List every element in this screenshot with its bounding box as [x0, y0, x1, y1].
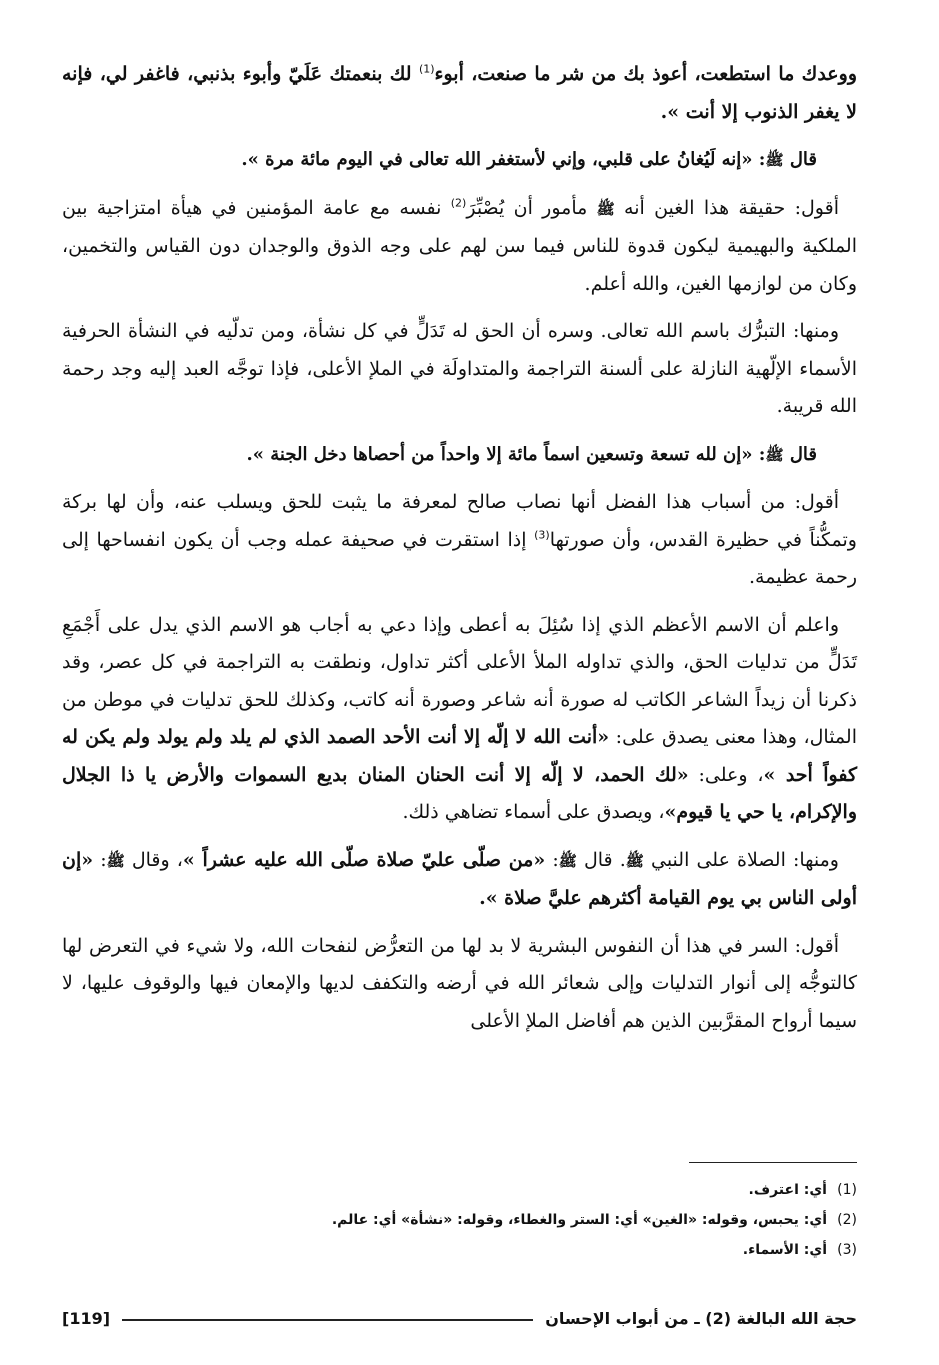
quoted-text: «لك الحمد، لا إلّه إلا أنت الحنان المنان بديع السموات والأرض يا ذا الجلال والإكرام، يا حي يا قيوم»	[62, 763, 857, 823]
footnote-text: أي: اعترف.	[748, 1182, 827, 1198]
running-footer	[62, 1306, 857, 1330]
quoted-text: ووعدك ما استطعت، أعوذ بك من شر ما صنعت، أبوء	[434, 63, 857, 85]
footnote-number: (3)	[837, 1242, 857, 1258]
paragraph-text: أقول: حقيقة هذا الغين أنه	[614, 196, 839, 219]
hadith-paragraph	[62, 436, 857, 475]
paragraph-text: إذا استقرت في صحيفة عمله وجب أن يكون انفساحها إلى رحمة عظيمة.	[62, 528, 857, 588]
footnote-marker: (2)	[450, 196, 467, 210]
body-paragraph	[62, 190, 857, 304]
salla-ligature: ﷺ	[106, 851, 125, 870]
paragraph-text: قال	[783, 443, 817, 465]
quoted-text: «أنت الله لا إلّه إلا أنت الأحد الصمد الذي لم يلد ولم يولد ولم يكن له كفواً أحد »	[62, 726, 857, 786]
body-paragraph	[62, 484, 857, 597]
paragraph-text: قال	[783, 149, 817, 170]
quoted-text: لك بنعمتك عَلَيّ وأبوء بذنبي، فاغفر لي، فإنه لا يغفر الذنوب إلا أنت ».	[62, 63, 857, 123]
footnote	[62, 1210, 857, 1230]
salla-ligature: ﷺ	[558, 851, 577, 870]
quoted-text: «إن أولى الناس بي يوم القيامة أكثرهم عليَّ صلاة ».	[62, 848, 857, 909]
quoted-text: : «إنه لَيُغانُ على قلبي، وإني لأستغفر الله تعالى في اليوم مائة مرة ».	[241, 149, 766, 170]
paragraph-text: :	[93, 848, 107, 871]
footnote-text: أي: يحبس، وقوله: «الغين» أي: الستر والغطاء، وقوله: «نشأة» أي: عالم.	[331, 1212, 827, 1228]
footnote-marker: (1)	[418, 62, 435, 76]
paragraph-text: واعلم أن الاسم الأعظم الذي إذا سُئِلَ به أعطى وإذا دعي به أجاب هو الاسم الذي يدل على أَجْمَعِ تَدَلٍّ من تدليات الحق، والذي تداوله الملأ الأعلى أكثر تداول، ونطقت به التراجمة في كل عصر، وقد ذكرنا أن زيداً الشاعر الكاتب له صورة أنه شاعر وصورة أنه كاتب، وكذلك للحق تدليات في موطن من المثال، وهذا معنى يصدق على:	[62, 613, 857, 748]
paragraph-text: ، وعلى:	[688, 763, 764, 786]
quoted-text: : «إن لله تسعة وتسعين اسماً مائة إلا واحداً من أحصاها دخل الجنة ».	[246, 443, 766, 465]
body-paragraph	[62, 928, 857, 1041]
paragraph-text: ومنها: الصلاة على النبي	[643, 848, 839, 871]
body-paragraph	[62, 313, 857, 426]
footer-rule	[122, 1319, 533, 1321]
body-paragraph	[62, 56, 857, 131]
paragraph-text: ، ويصدق على أسماء تضاهي ذلك.	[402, 801, 665, 823]
footnote-number: (2)	[837, 1212, 857, 1228]
footnote-text: أي: الأسماء.	[742, 1242, 827, 1258]
paragraph-text: . قال	[576, 848, 626, 871]
paragraph-text: ومنها: التبرُّك باسم الله تعالى. وسره أن الحق له تَدَلٍّ في كل نشأة، ومن تدلّيه في النشأة الحرفية الأسماء الإلّهية النازلة على ألسنة التراجمة والمتداولَة في الملإ الأعلى، فإذا توجَّه العبد إليه وجد رحمة الله قريبة.	[62, 320, 857, 417]
salla-ligature: ﷺ	[596, 199, 615, 218]
footnote	[62, 1180, 857, 1200]
footnote-marker: (3)	[534, 528, 550, 542]
hadith-paragraph	[62, 141, 857, 180]
footnotes	[62, 1180, 857, 1270]
footnote-separator	[689, 1162, 857, 1163]
paragraph-text: نفسه مع عامة المؤمنين في هيأة امتزاجية بين الملكية والبهيمية ليكون قدوة للناس فيما سن لهم على وجه الذوق والوجدان دون القياس والتخمين، وكان من لوازمها الغين، والله أعلم.	[62, 196, 857, 295]
paragraph-text: أقول: السر في هذا أن النفوس البشرية لا بد لها من التعرُّض لنفحات الله، ولا شيء في التعرض لها كالتوجُّه إلى أنوار التدليات وإلى شعائر الله في أرضه والتكفف لديها والإمعان فيها والوقوف عليها، لا سيما أرواح المقرَّبين الذين هم أفاضل الملإ الأعلى	[62, 934, 857, 1032]
running-title: حجة الله البالغة (2) ـ من أبواب الإحسان	[545, 1308, 857, 1328]
salla-ligature: ﷺ	[625, 851, 644, 870]
paragraph-text: أقول: من أسباب هذا الفضل أنها نصاب صالح لمعرفة ما يثبت للحق ويسلب عنه، وأن لها بركة وتمكُّناً في حظيرة القدس، وأن صورتها	[62, 491, 857, 551]
footnote-number: (1)	[837, 1182, 857, 1198]
footnote	[62, 1240, 857, 1260]
paragraph-text: ، وقال	[124, 848, 183, 871]
page-body	[62, 56, 857, 1050]
paragraph-text: :	[545, 848, 559, 871]
salla-ligature: ﷺ	[765, 151, 784, 169]
paragraph-text: مأمور أن يُصْبِّرَ	[466, 196, 597, 219]
salla-ligature: ﷺ	[765, 445, 784, 464]
body-paragraph	[62, 607, 857, 832]
page-number: [119]	[62, 1308, 111, 1328]
quoted-text: «من صلّى عليّ صلاة صلّى الله عليه عشراً »	[182, 848, 546, 871]
body-paragraph	[62, 842, 857, 918]
